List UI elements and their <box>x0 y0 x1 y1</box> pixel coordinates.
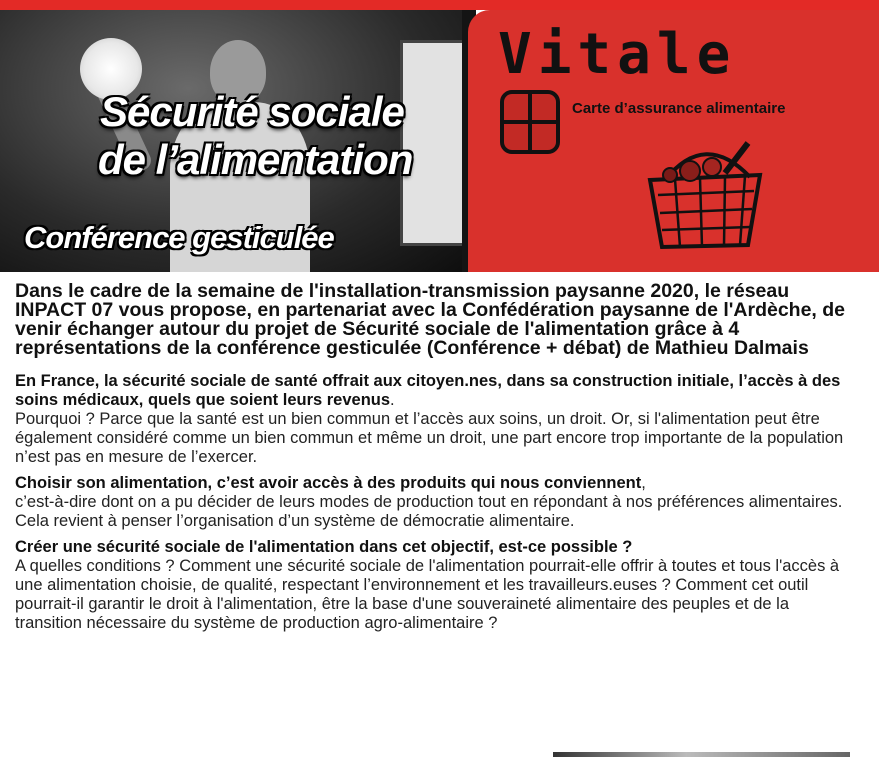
card-chip-icon <box>500 90 560 154</box>
headline-line-2: de l’alimentation <box>98 136 413 183</box>
card-title: Vitale <box>498 22 737 87</box>
top-accent-bar <box>0 0 879 10</box>
shopping-basket-icon <box>630 135 780 255</box>
intro-text: Dans le cadre de la semaine de l'installation-transmission paysanne 2020, le réseau INPACT 07 vous propose, en partenariat avec la Confédération paysanne de l'Ardèche, de venir échanger autour du projet de Sécurité sociale de l'alimentation grâce à 4 représentations de la conférence gesticulée (Conférence + débat) de Mathieu Dalmais <box>15 280 846 359</box>
paragraph-1-lead-punct: . <box>390 391 395 409</box>
paragraph-2-lead: Choisir son alimentation, c’est avoir accès à des produits qui nous conviennent <box>15 474 642 492</box>
paragraph-1-body: Pourquoi ? Parce que la santé est un bien commun et l’accès aux soins, un droit. Or, si l'alimentation peut être également considéré comme un bien commun et même un droit, une part encore trop importante de la population n’est pas en mesure de l’exercer. <box>15 410 844 466</box>
paragraph-2-body: c’est-à-dire dont on a pu décider de leurs modes de production tout en répondant à nos préférences alimentaires. Cela revient à penser l’organisation d’un système de démocratie alimentaire. <box>15 493 843 530</box>
image-strip <box>553 752 850 757</box>
paragraph-1-lead: En France, la sécurité sociale de santé offrait aux citoyen.nes, dans sa construction initiale, l’accès à des soins médicaux, quels que soient leurs revenus <box>15 372 841 409</box>
subheadline: Conférence gesticulée <box>24 220 334 255</box>
paragraph-2-lead-punct: , <box>641 474 646 492</box>
paragraph-2 <box>15 474 855 531</box>
paragraph-3-body: A quelles conditions ? Comment une sécurité sociale de l'alimentation pourrait-elle offrir à toutes et tous l'accès à une alimentation choisie, de qualité, respectant l’environnement et les travailleurs.euses ? Comment cet outil pourrait-il garantir le droit à l'alimentation, être la base d'une souveraineté alimentaire des peuples et de la transition nécessaire du système de production agro-alimentaire ? <box>15 557 840 632</box>
headline-line-1: Sécurité sociale <box>100 88 404 135</box>
card-tagline: Carte d’assurance alimentaire <box>572 100 786 117</box>
banner <box>0 10 879 272</box>
paragraph-1 <box>15 372 855 467</box>
article-body <box>15 282 855 640</box>
paragraph-3 <box>15 538 855 633</box>
paragraph-3-lead: Créer une sécurité sociale de l'alimentation dans cet objectif, est-ce possible ? <box>15 538 633 556</box>
